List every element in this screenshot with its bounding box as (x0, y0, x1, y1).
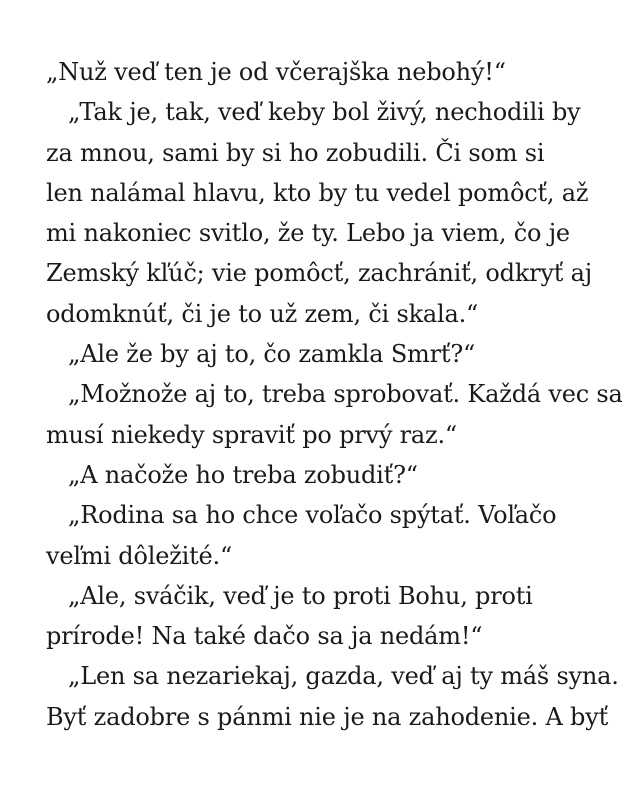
text-line: „Možnože aj to, treba sprobovať. Každá vec sa (68, 380, 623, 409)
text-line: veľmi dôležité.“ (46, 541, 233, 570)
text-line: prírode! Na také dačo sa ja nedám!“ (46, 622, 483, 651)
text-line: Byť zadobre s pánmi nie je na zahodenie. A byť (46, 702, 609, 731)
text-line: len nalámal hlavu, kto by tu vedel pomôcť, až (46, 178, 589, 207)
text-line: odomknúť, či je to už zem, či skala.“ (46, 299, 479, 328)
text-line: „A načože ho treba zobudiť?“ (68, 460, 418, 489)
text-line: Zemský kľúč; vie pomôcť, zachrániť, odkryť aj (46, 259, 593, 288)
text-line: „Len sa nezariekaj, gazda, veď aj ty máš syna. (68, 662, 619, 691)
text-line: musí niekedy spraviť po prvý raz.“ (46, 420, 457, 449)
text-line: „Tak je, tak, veď keby bol živý, nechodili by (68, 98, 581, 127)
text-line: „Nuž veď ten je od včerajška nebohý!“ (46, 58, 506, 86)
text-line: „Ale že by aj to, čo zamkla Smrť?“ (68, 340, 476, 369)
text-line: „Rodina sa ho chce voľačo spýtať. Voľačo (68, 501, 557, 530)
text-line: mi nakoniec svitlo, že ty. Lebo ja viem, čo je (46, 219, 570, 248)
page-text (46, 52, 623, 737)
text-line: za mnou, sami by si ho zobudili. Či som si (46, 138, 545, 167)
text-line: „Ale, sváčik, veď je to proti Bohu, proti (68, 581, 533, 610)
